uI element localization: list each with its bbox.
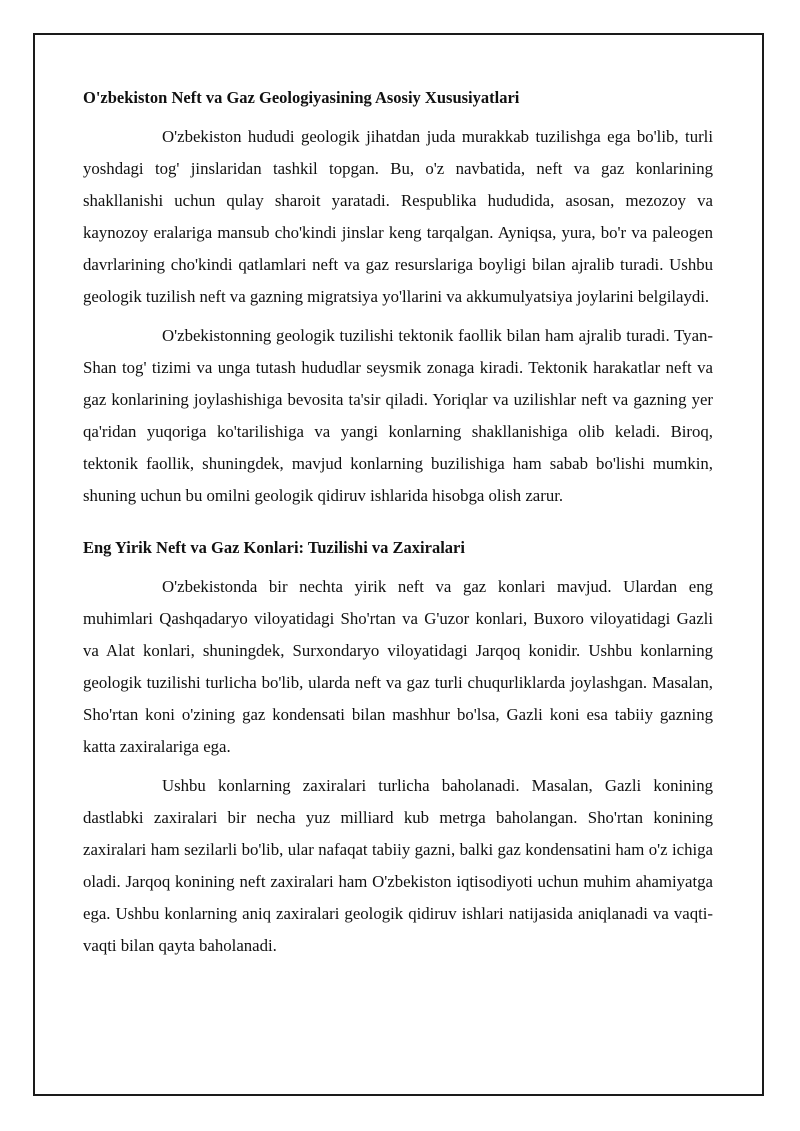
paragraph-field-reserves: Ushbu konlarning zaxiralari turlicha baholanadi. Masalan, Gazli konining dastlabki zaxiralari bir necha yuz milliard kub metrga baholangan. Sho'rtan konining zaxiralari ham sezilarli bo'lib, ular nafaqat tabiiy gazni, balki gaz kondensatini ham o'z ichiga oladi. Jarqoq konining neft zaxiralari ham O'zbekiston iqtisodiyoti uchun muhim ahamiyatga ega. Ushbu konlarning aniq zaxiralari geologik qidiruv ishlari natijasida aniqlanadi va vaqti-vaqti bilan qayta baholanadi. — [83, 776, 713, 955]
document-body — [83, 86, 713, 962]
section-heading-largest-fields: Eng Yirik Neft va Gaz Konlari: Tuzilishi va Zaxiralari — [83, 538, 465, 557]
paragraph-tectonic-activity: O'zbekistonning geologik tuzilishi tektonik faollik bilan ham ajralib turadi. Tyan-Shan tog' tizimi va unga tutash hududlar seysmik zonaga kiradi. Tektonik harakatlar neft va gaz konlarining joylashishiga bevosita ta'sir qiladi. Yoriqlar va uzilishlar neft va gazning yer qa'ridan yuqoriga ko'tarilishiga va yangi konlarning shakllanishiga olib keladi. Biroq, tektonik faollik, shuningdek, mavjud konlarning buzilishiga ham sabab bo'lishi mumkin, shuning uchun bu omilni geologik qidiruv ishlarida hisobga olish zarur. — [83, 326, 713, 505]
paragraph-geology-structure: O'zbekiston hududi geologik jihatdan juda murakkab tuzilishga ega bo'lib, turli yoshdagi tog' jinslaridan tashkil topgan. Bu, o'z navbatida, neft va gaz konlarining shakllanishi uchun qulay sharoit yaratadi. Respublika hududida, asosan, mezozoy va kaynozoy eralariga mansub cho'kindi jinslar keng tarqalgan. Ayniqsa, yura, bo'r va paleogen davrlarining cho'kindi qatlamlari neft va gaz resurslariga boyligi bilan ajralib turadi. Ushbu geologik tuzilish neft va gazning migratsiya yo'llarini va akkumulyatsiya joylarini belgilaydi. — [83, 127, 713, 306]
paragraph-major-fields: O'zbekistonda bir nechta yirik neft va gaz konlari mavjud. Ulardan eng muhimlari Qashqadaryo viloyatidagi Sho'rtan va G'uzor konlari, Buxoro viloyatidagi Gazli va Alat konlari, shuningdek, Surxondaryo viloyatidagi Jarqoq konidir. Ushbu konlarning geologik tuzilishi turlicha bo'lib, ularda neft va gaz turli chuqurliklarda joylashgan. Masalan, Sho'rtan koni o'zining gaz kondensati bilan mashhur bo'lsa, Gazli koni esa tabiiy gazning katta zaxiralariga ega. — [83, 577, 713, 756]
section-heading-geology: O'zbekiston Neft va Gaz Geologiyasining Asosiy Xususiyatlari — [83, 88, 520, 107]
